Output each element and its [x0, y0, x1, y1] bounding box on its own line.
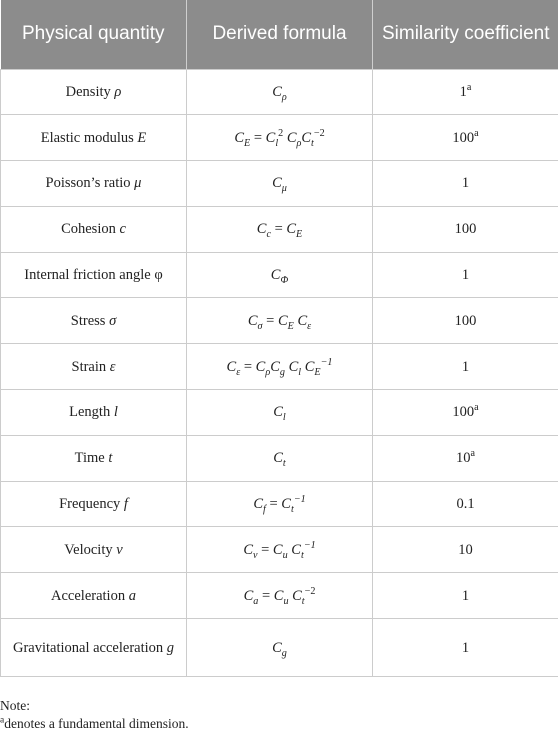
quantity-symbol: l	[113, 404, 118, 421]
quantity-name: Stress	[70, 312, 106, 329]
note-label: Note:	[0, 698, 30, 713]
similarity-coefficient-cell	[373, 435, 558, 481]
physical-quantity-cell	[1, 481, 187, 527]
similarity-coefficient-cell	[373, 69, 558, 115]
quantity-symbol: μ	[134, 175, 142, 192]
table-row	[1, 115, 558, 161]
table-row	[1, 206, 558, 252]
quantity-symbol: c	[119, 221, 126, 238]
similarity-coefficient-cell	[373, 573, 558, 619]
coefficient-value: 0.1	[456, 496, 475, 513]
table-row	[1, 573, 558, 619]
quantity-name: Velocity	[64, 541, 113, 558]
table-row	[1, 252, 558, 298]
physical-quantity-cell	[1, 527, 187, 573]
derived-formula-cell: $C_\Phi$	[187, 252, 373, 298]
quantity-name: Gravitational acceleration	[12, 639, 164, 656]
physical-quantity-cell	[1, 161, 187, 207]
quantity-name: Frequency	[59, 496, 121, 513]
coefficient-value: 10	[458, 541, 473, 558]
derived-formula-cell: $C_E = C_l^2$ $C_\rho C_t^{-2}$	[187, 115, 373, 161]
similarity-coefficient-cell	[373, 161, 558, 207]
quantity-name: Acceleration	[51, 587, 126, 604]
quantity-symbol: t	[108, 450, 113, 467]
quantity-symbol: φ	[154, 267, 163, 284]
similarity-coefficient-cell	[373, 115, 558, 161]
quantity-name: Time	[74, 450, 105, 467]
table-row	[1, 344, 558, 390]
quantity-symbol: ρ	[114, 83, 122, 100]
coefficient-value: 1	[461, 358, 470, 375]
quantity-name: Density	[65, 83, 111, 100]
table-row	[1, 619, 558, 677]
physical-quantity-cell	[1, 619, 187, 677]
table-note	[0, 697, 189, 733]
derived-formula-cell: $C_\varepsilon = C_\rho C_g$ $C_l$ $C_E^{-1}$	[187, 344, 373, 390]
similarity-coefficient-cell	[373, 206, 558, 252]
coefficient-value: 100	[452, 404, 475, 421]
quantity-symbol: σ	[109, 312, 117, 329]
table-row	[1, 527, 558, 573]
physical-quantity-cell	[1, 298, 187, 344]
fundamental-dimension-marker: a	[470, 448, 475, 460]
similarity-coefficient-cell	[373, 619, 558, 677]
coefficient-value: 1	[459, 83, 467, 100]
fundamental-dimension-marker: a	[474, 402, 479, 414]
coefficient-value: 10	[456, 450, 471, 467]
similarity-coefficient-cell	[373, 344, 558, 390]
coefficient-value: 100	[452, 129, 475, 146]
quantity-symbol: E	[137, 129, 147, 146]
physical-quantity-cell	[1, 69, 187, 115]
derived-formula-cell: $C_c = C_E$	[187, 206, 373, 252]
physical-quantity-cell	[1, 115, 187, 161]
derived-formula-cell: $C_\mu$	[187, 161, 373, 207]
quantity-symbol: f	[123, 496, 128, 513]
quantity-symbol: ε	[109, 358, 116, 375]
fundamental-dimension-marker: a	[466, 82, 472, 94]
note-superscript: a	[0, 715, 5, 726]
header-similarity-coefficient: Similarity coefficient	[373, 0, 558, 69]
derived-formula-cell: $C_g$	[187, 619, 373, 677]
coefficient-value: 100	[454, 312, 477, 329]
table-row	[1, 481, 558, 527]
fundamental-dimension-marker: a	[474, 127, 479, 139]
derived-formula-cell: $C_\rho$	[187, 69, 373, 115]
physical-quantity-cell	[1, 435, 187, 481]
quantity-name: Strain	[71, 358, 107, 375]
table-header	[1, 0, 558, 69]
derived-formula-cell: $C_t$	[187, 435, 373, 481]
derived-formula-cell: $C_\sigma = C_E$ $C_\varepsilon$	[187, 298, 373, 344]
similarity-coefficient-cell	[373, 390, 558, 436]
derived-formula-cell: $C_a = C_u$ $C_t^{-2}$	[187, 573, 373, 619]
similarity-coefficient-cell	[373, 252, 558, 298]
table-row	[1, 435, 558, 481]
table-row	[1, 298, 558, 344]
physical-quantity-cell	[1, 573, 187, 619]
physical-quantity-cell	[1, 252, 187, 298]
table-row	[1, 390, 558, 436]
coefficient-value: 1	[461, 175, 470, 192]
quantity-symbol: g	[166, 639, 175, 656]
coefficient-value: 100	[454, 221, 477, 238]
similarity-coefficient-cell	[373, 481, 558, 527]
quantity-name: Cohesion	[61, 221, 116, 238]
quantity-name: Elastic modulus	[40, 129, 134, 146]
header-derived-formula: Derived formula	[187, 0, 373, 69]
note-body: denotes a fundamental dimension.	[4, 716, 189, 731]
derived-formula-cell: $C_f = C_t^{-1}$	[187, 481, 373, 527]
note-text	[0, 715, 189, 733]
similarity-coefficient-cell	[373, 298, 558, 344]
physical-quantity-cell	[1, 344, 187, 390]
coefficient-value: 1	[461, 639, 470, 656]
quantity-name: Internal friction angle	[24, 267, 151, 284]
header-physical-quantity: Physical quantity	[1, 0, 187, 69]
similarity-coefficient-cell	[373, 527, 558, 573]
physical-quantity-cell	[1, 206, 187, 252]
quantity-name: Length	[69, 404, 111, 421]
physical-quantity-cell	[1, 390, 187, 436]
table-row	[1, 69, 558, 115]
derived-formula-cell: $C_v = C_u$ $C_t^{-1}$	[187, 527, 373, 573]
derived-formula-cell: $C_l$	[187, 390, 373, 436]
coefficient-value: 1	[461, 267, 470, 284]
table-row	[1, 161, 558, 207]
quantity-symbol: a	[128, 587, 136, 604]
quantity-symbol: v	[116, 541, 123, 558]
coefficient-value: 1	[461, 587, 470, 604]
quantity-name: Poisson’s ratio	[45, 175, 131, 192]
table-body	[1, 69, 558, 677]
